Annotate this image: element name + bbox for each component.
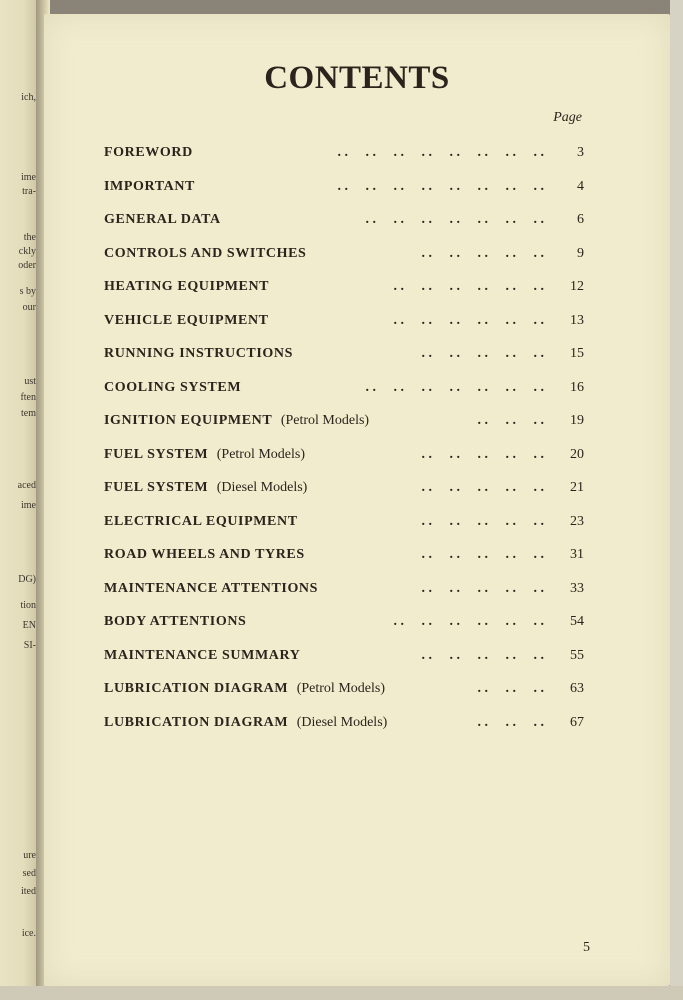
toc-entry-label: ROAD WHEELS AND TYRES <box>104 547 305 562</box>
prev-page-fragment: our <box>22 302 36 313</box>
toc-leader-dots: . . . . . . . . . . <box>421 513 544 529</box>
prev-page-fragment: SI- <box>23 640 36 651</box>
prev-page-fragment: oder <box>18 260 36 271</box>
toc-entry <box>104 639 584 673</box>
toc-entry-label: LUBRICATION DIAGRAM <box>104 714 289 730</box>
prev-page-fragment: tra- <box>22 186 36 197</box>
toc-entry-label: FUEL SYSTEM <box>104 446 209 462</box>
toc-entry-page: 19 <box>570 413 584 428</box>
prev-page-fragment: EN <box>22 620 36 631</box>
toc-entry-label: LUBRICATION DIAGRAM <box>104 681 289 696</box>
toc-entry-page: 16 <box>570 379 584 395</box>
toc-leader-dots: . . . . . . . . . . <box>421 647 544 663</box>
toc-leader-dots: . . . . . . . . . . . . <box>393 312 544 328</box>
page-column-heading: Page <box>553 110 582 125</box>
toc-entry <box>104 237 584 271</box>
toc-entry-label: CONTROLS AND SWITCHES <box>104 245 307 261</box>
toc-entry-label: VEHICLE EQUIPMENT <box>104 312 269 328</box>
toc-entry <box>104 471 584 505</box>
previous-page-edge <box>0 0 40 1000</box>
prev-page-fragment: ckly <box>18 246 36 257</box>
toc-entry-qualifier: (Diesel Models) <box>296 714 388 730</box>
toc-entry <box>104 170 584 204</box>
toc-leader-dots: . . . . . . . . . . <box>421 480 544 495</box>
toc-entry-page: 20 <box>570 446 584 462</box>
toc-entry-label: MAINTENANCE SUMMARY <box>104 647 301 663</box>
toc-entry-label: FOREWORD <box>104 145 193 160</box>
toc-entry-qualifier: (Petrol Models) <box>296 681 385 696</box>
toc-leader-dots: . . . . . . <box>477 681 544 696</box>
toc-entry-label: BODY ATTENTIONS <box>104 614 247 629</box>
toc-entry-page: 9 <box>577 245 584 261</box>
toc-entry-label: MAINTENANCE ATTENTIONS <box>104 580 319 596</box>
toc-entry <box>104 438 584 472</box>
toc-entry-page: 31 <box>570 547 584 562</box>
toc-entry-label: IGNITION EQUIPMENT <box>104 413 273 428</box>
prev-page-fragment: tion <box>20 600 36 611</box>
toc-leader-dots: . . . . . . . . . . . . . . <box>365 379 544 395</box>
toc-leader-dots: . . . . . . <box>477 714 544 730</box>
toc-leader-dots: . . . . . . . . . . . . <box>393 279 544 294</box>
table-of-contents <box>104 136 584 739</box>
toc-entry-page: 6 <box>577 212 584 227</box>
toc-entry <box>104 337 584 371</box>
toc-entry-page: 4 <box>577 178 584 194</box>
prev-page-fragment: ime <box>21 172 36 183</box>
toc-entry-label: GENERAL DATA <box>104 212 221 227</box>
prev-page-fragment: DG) <box>18 574 36 585</box>
toc-entry <box>104 572 584 606</box>
toc-entry-qualifier: (Diesel Models) <box>216 480 308 495</box>
toc-entry <box>104 505 584 539</box>
toc-entry-label: HEATING EQUIPMENT <box>104 279 270 294</box>
toc-leader-dots: . . . . . . . . . . <box>421 580 544 596</box>
toc-entry <box>104 672 584 706</box>
prev-page-fragment: ich, <box>21 92 36 103</box>
prev-page-fragment: ften <box>20 392 36 403</box>
toc-leader-dots: . . . . . . . . . . . . . . . . <box>337 145 544 160</box>
prev-page-fragment: ime <box>21 500 36 511</box>
prev-page-fragment: ust <box>24 376 36 387</box>
toc-leader-dots: . . . . . . . . . . <box>421 446 544 462</box>
toc-entry <box>104 404 584 438</box>
toc-entry-label: RUNNING INSTRUCTIONS <box>104 346 293 361</box>
toc-entry <box>104 605 584 639</box>
background-edge <box>0 986 683 1000</box>
toc-entry-page: 55 <box>570 647 584 663</box>
toc-entry-page: 13 <box>570 312 584 328</box>
toc-entry-label: ELECTRICAL EQUIPMENT <box>104 513 298 529</box>
page-number: 5 <box>583 940 590 955</box>
toc-leader-dots: . . . . . . . . . . <box>421 547 544 562</box>
background-edge <box>670 0 683 1000</box>
prev-page-fragment: tem <box>21 408 36 419</box>
toc-entry-label: COOLING SYSTEM <box>104 379 242 395</box>
prev-page-fragment: s by <box>19 286 36 297</box>
toc-entry <box>104 203 584 237</box>
toc-leader-dots: . . . . . . . . . . <box>421 245 544 261</box>
toc-entry-page: 15 <box>570 346 584 361</box>
contents-page <box>44 14 670 986</box>
toc-leader-dots: . . . . . . <box>477 413 544 428</box>
toc-leader-dots: . . . . . . . . . . . . <box>393 614 544 629</box>
page-title: CONTENTS <box>264 60 450 96</box>
toc-entry <box>104 304 584 338</box>
toc-entry-page: 54 <box>570 614 584 629</box>
toc-entry <box>104 136 584 170</box>
prev-page-fragment: ited <box>21 886 36 897</box>
toc-entry-qualifier: (Petrol Models) <box>216 446 306 462</box>
prev-page-fragment: the <box>23 232 36 243</box>
toc-entry-page: 3 <box>577 145 584 160</box>
prev-page-fragment: ure <box>23 850 36 861</box>
toc-entry <box>104 706 584 740</box>
toc-entry-label: IMPORTANT <box>104 178 195 194</box>
toc-entry-label: FUEL SYSTEM <box>104 480 209 495</box>
toc-entry-page: 63 <box>570 681 584 696</box>
toc-entry-page: 67 <box>570 714 584 730</box>
toc-entry-page: 23 <box>570 513 584 529</box>
toc-entry-page: 12 <box>570 279 584 294</box>
toc-leader-dots: . . . . . . . . . . . . . . <box>365 212 544 227</box>
prev-page-fragment: ice. <box>21 928 36 939</box>
toc-entry-page: 33 <box>570 580 584 596</box>
toc-leader-dots: . . . . . . . . . . . . . . . . <box>337 178 544 194</box>
toc-entry <box>104 371 584 405</box>
toc-entry-qualifier: (Petrol Models) <box>280 413 370 428</box>
toc-leader-dots: . . . . . . . . . . <box>421 346 544 361</box>
toc-entry <box>104 270 584 304</box>
prev-page-fragment: aced <box>17 480 36 491</box>
prev-page-fragment: sed <box>22 868 36 879</box>
toc-entry-page: 21 <box>570 480 584 495</box>
toc-entry <box>104 538 584 572</box>
